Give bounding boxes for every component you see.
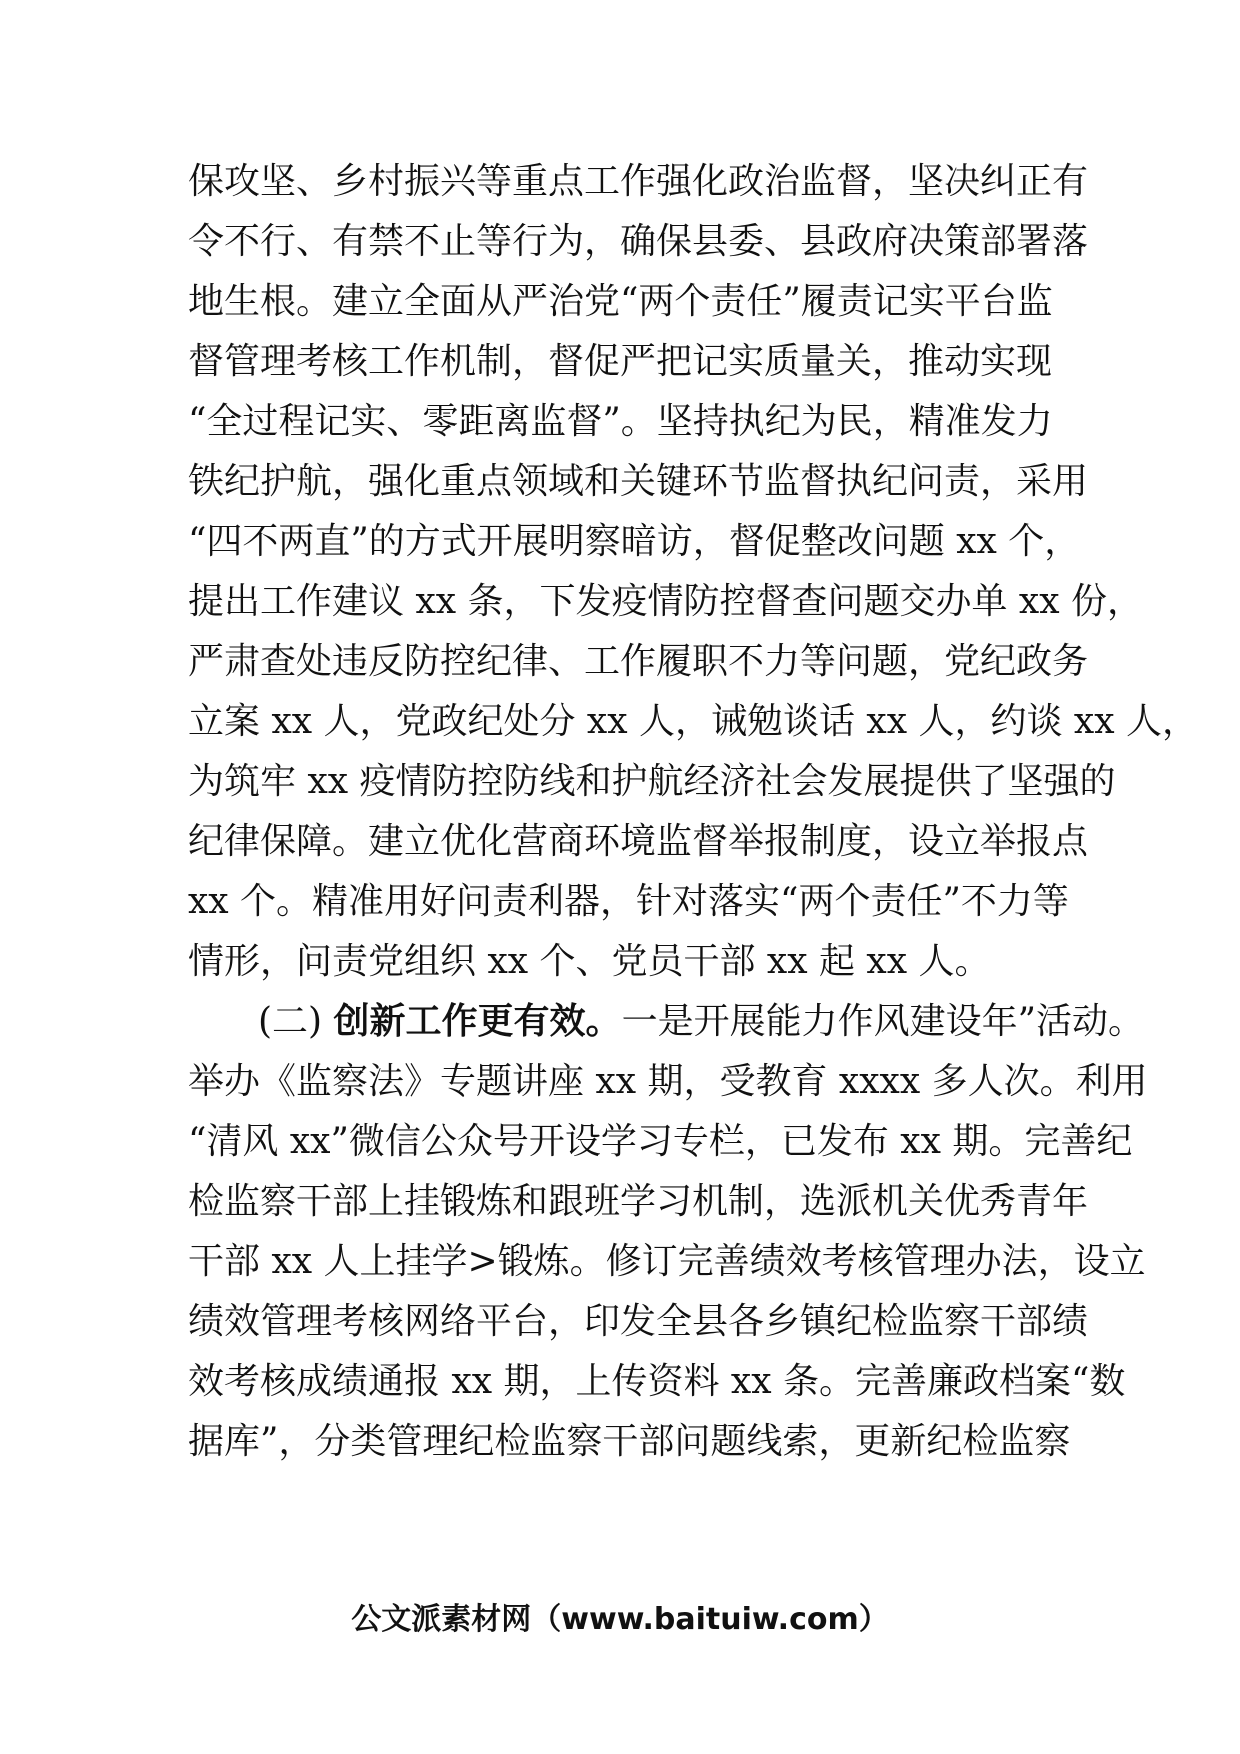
body-text-line: 立案 xx 人，党政纪处分 xx 人，诫勉谈话 xx 人，约谈 xx 人， [188,701,1198,742]
body-text-line: 地生根。建立全面从严治党“两个责任”履责记实平台监 [188,281,1053,322]
body-text-line: 纪律保障。建立优化营商环境监督举报制度，设立举报点 [188,821,1089,862]
body-text-line: 据库”，分类管理纪检监察干部问题线索，更新纪检监察 [188,1421,1071,1462]
body-text-line: xx 个。精准用好问责利器，针对落实“两个责任”不力等 [188,881,1069,922]
body-text-line: 干部 xx 人上挂学>锻炼。修订完善绩效考核管理办法，设立 [188,1241,1146,1282]
body-text-line: 检监察干部上挂锻炼和跟班学习机制，选派机关优秀青年 [188,1181,1089,1222]
page-footer: 公文派素材网（www.baituiw.com） [351,1602,889,1637]
section-number: (二) [258,1001,323,1042]
body-text-line: 令不行、有禁不止等行为，确保县委、县政府决策部署落 [188,221,1089,262]
body-text-line: 提出工作建议 xx 条，下发疫情防控督查问题交办单 xx 份， [188,581,1143,622]
section-heading: 创新工作更有效。 [333,1001,622,1042]
section-heading-line [258,992,1144,1052]
body-text-line: “四不两直”的方式开展明察暗访，督促整改问题 xx 个， [188,521,1081,562]
section-first-line-text: 一是开展能力作风建设年”活动。 [621,1001,1144,1042]
body-text-line: “全过程记实、零距离监督”。坚持执纪为民，精准发力 [188,401,1053,442]
body-text-line: 督管理考核工作机制，督促严把记实质量关，推动实现 [188,341,1053,382]
body-text-line: 严肃查处违反防控纪律、工作履职不力等问题，党纪政务 [188,641,1089,682]
body-text-line: 情形，问责党组织 xx 个、党员干部 xx 起 xx 人。 [188,941,991,982]
body-text-line: 绩效管理考核网络平台，印发全县各乡镇纪检监察干部绩 [188,1301,1089,1342]
body-text-line: 效考核成绩通报 xx 期，上传资料 xx 条。完善廉政档案“数 [188,1361,1126,1402]
body-text-line: 举办《监察法》专题讲座 xx 期，受教育 xxxx 多人次。利用 [188,1061,1148,1102]
body-text-line: “清风 xx”微信公众号开设学习专栏，已发布 xx 期。完善纪 [188,1121,1133,1162]
body-text-line: 为筑牢 xx 疫情防控防线和护航经济社会发展提供了坚强的 [188,761,1116,802]
body-text-line: 保攻坚、乡村振兴等重点工作强化政治监督，坚决纠正有 [188,161,1089,202]
body-text-line: 铁纪护航，强化重点领域和关键环节监督执纪问责，采用 [188,461,1089,502]
